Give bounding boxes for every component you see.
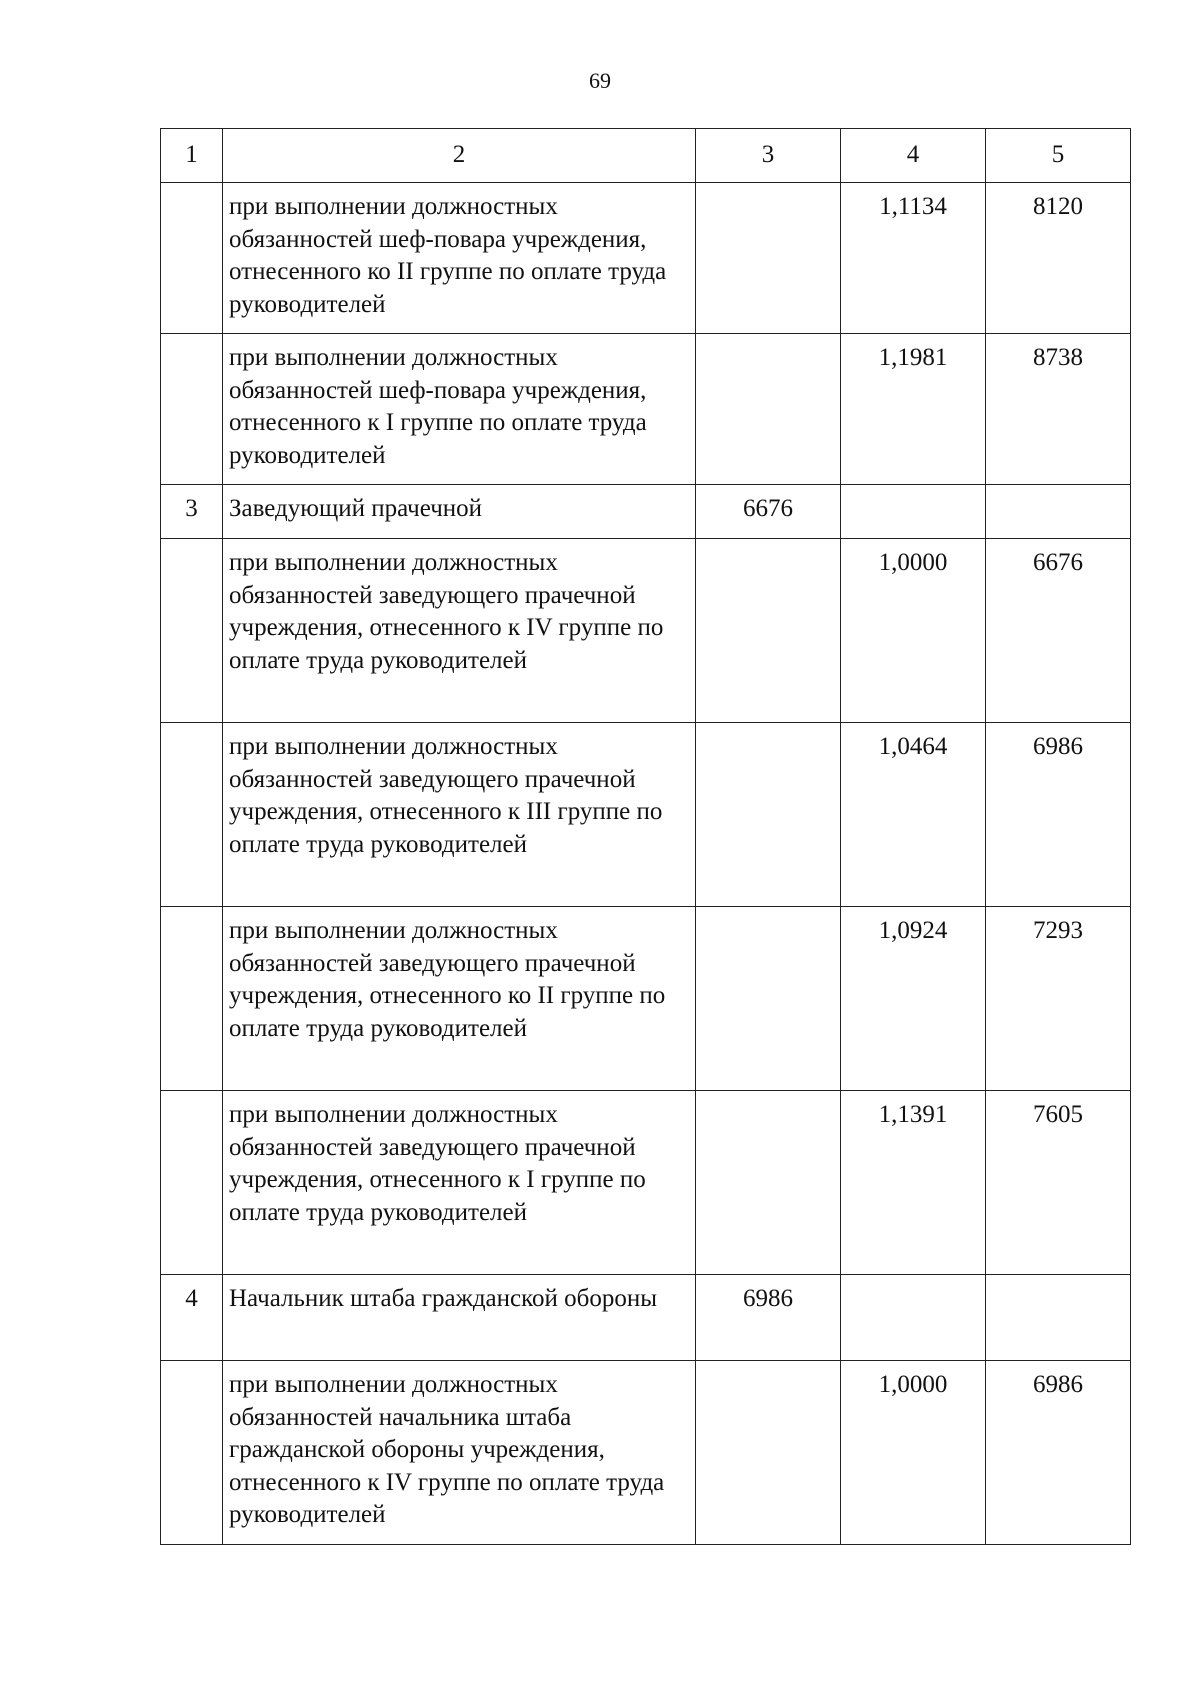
coefficient-cell: [841, 1275, 986, 1361]
row-number-cell: [161, 183, 223, 334]
position-description-cell: при выполнении должностных обязанностей заведующего прачечной учреждения, отнесенного ко II группе по оплате труда руководителей: [223, 907, 696, 1091]
table-row: [161, 485, 1131, 539]
coefficient-cell: 1,0000: [841, 539, 986, 723]
coefficient-cell: 1,0464: [841, 723, 986, 907]
row-number-cell: [161, 334, 223, 485]
position-description-cell: при выполнении должностных обязанностей заведующего прачечной учреждения, отнесенного к IV группе по оплате труда руководителей: [223, 539, 696, 723]
coefficient-cell: 1,1981: [841, 334, 986, 485]
salary-cell: 7605: [986, 1091, 1131, 1275]
column-header-1: 1: [161, 129, 223, 183]
coefficient-cell: 1,1391: [841, 1091, 986, 1275]
column-header-4: 4: [841, 129, 986, 183]
coefficient-cell: [841, 485, 986, 539]
base-salary-cell: [696, 1361, 841, 1545]
salary-table: [160, 128, 1131, 1545]
table-row: [161, 723, 1131, 907]
table-row: [161, 1361, 1131, 1545]
salary-cell: 6986: [986, 1361, 1131, 1545]
base-salary-cell: 6986: [696, 1275, 841, 1361]
base-salary-cell: [696, 539, 841, 723]
row-number-cell: [161, 1091, 223, 1275]
coefficient-cell: 1,1134: [841, 183, 986, 334]
row-number-cell: 3: [161, 485, 223, 539]
position-description-cell: при выполнении должностных обязанностей шеф-повара учреждения, отнесенного к I группе по оплате труда руководителей: [223, 334, 696, 485]
position-title-cell: Начальник штаба гражданской обороны: [223, 1275, 696, 1361]
base-salary-cell: 6676: [696, 485, 841, 539]
row-number-cell: [161, 1361, 223, 1545]
column-header-5: 5: [986, 129, 1131, 183]
salary-cell: 6676: [986, 539, 1131, 723]
base-salary-cell: [696, 1091, 841, 1275]
coefficient-cell: 1,0000: [841, 1361, 986, 1545]
table-row: [161, 1091, 1131, 1275]
table-row: [161, 334, 1131, 485]
position-description-cell: при выполнении должностных обязанностей заведующего прачечной учреждения, отнесенного к III группе по оплате труда руководителей: [223, 723, 696, 907]
position-title-cell: Заведующий прачечной: [223, 485, 696, 539]
base-salary-cell: [696, 907, 841, 1091]
column-header-3: 3: [696, 129, 841, 183]
base-salary-cell: [696, 334, 841, 485]
column-header-2: 2: [223, 129, 696, 183]
table-row: [161, 539, 1131, 723]
coefficient-cell: 1,0924: [841, 907, 986, 1091]
salary-cell: [986, 485, 1131, 539]
base-salary-cell: [696, 183, 841, 334]
row-number-cell: 4: [161, 1275, 223, 1361]
base-salary-cell: [696, 723, 841, 907]
table-row: [161, 907, 1131, 1091]
salary-cell: 8738: [986, 334, 1131, 485]
page-number: 69: [589, 68, 611, 93]
position-description-cell: при выполнении должностных обязанностей заведующего прачечной учреждения, отнесенного к I группе по оплате труда руководителей: [223, 1091, 696, 1275]
table-row: [161, 1275, 1131, 1361]
position-description-cell: при выполнении должностных обязанностей начальника штаба гражданской обороны учреждения, отнесенного к IV группе по оплате труда руководителей: [223, 1361, 696, 1545]
row-number-cell: [161, 907, 223, 1091]
table-header-row: [161, 129, 1131, 183]
table-row: [161, 183, 1131, 334]
salary-cell: [986, 1275, 1131, 1361]
row-number-cell: [161, 723, 223, 907]
salary-cell: 6986: [986, 723, 1131, 907]
position-description-cell: при выполнении должностных обязанностей шеф-повара учреждения, отнесенного ко II группе по оплате труда руководителей: [223, 183, 696, 334]
row-number-cell: [161, 539, 223, 723]
salary-cell: 8120: [986, 183, 1131, 334]
salary-cell: 7293: [986, 907, 1131, 1091]
